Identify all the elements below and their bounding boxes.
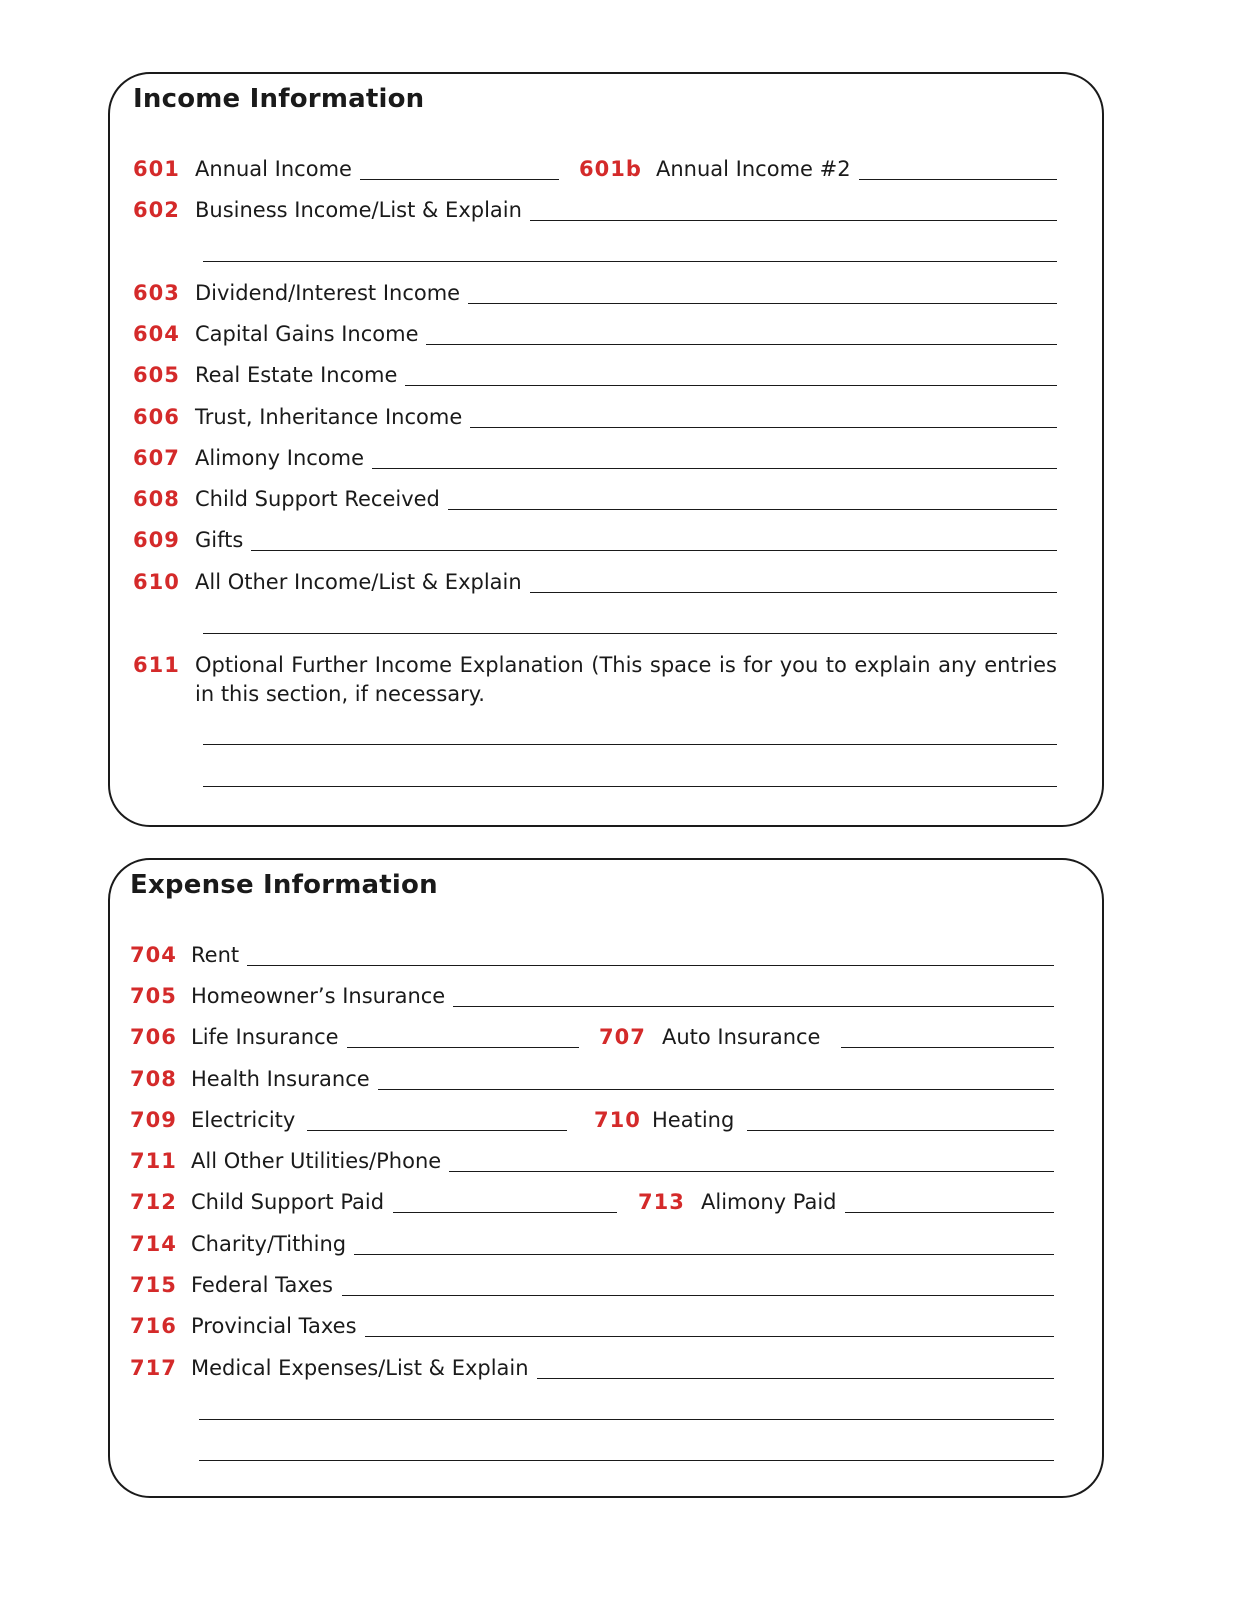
medical-expenses-field-line-3[interactable] — [199, 1460, 1054, 1461]
heating-label: Heating — [652, 1108, 735, 1132]
homeowners-insurance-label: Homeowner’s Insurance — [191, 984, 446, 1008]
field-number-713: 713 — [638, 1190, 685, 1214]
all-other-utilities-phone-field[interactable] — [449, 1171, 1054, 1172]
capital-gains-income-field[interactable] — [426, 344, 1057, 345]
rent-label: Rent — [191, 943, 240, 967]
auto-insurance-label: Auto Insurance — [662, 1025, 821, 1049]
dividend-interest-income-label: Dividend/Interest Income — [195, 281, 461, 305]
field-number-710: 710 — [594, 1108, 641, 1132]
rent-field[interactable] — [247, 965, 1054, 966]
annual-income-2-field[interactable] — [859, 179, 1057, 180]
child-support-received-field[interactable] — [448, 509, 1057, 510]
provincial-taxes-label: Provincial Taxes — [191, 1314, 357, 1338]
field-number-609: 609 — [133, 528, 180, 552]
all-other-utilities-phone-label: All Other Utilities/Phone — [191, 1149, 442, 1173]
field-number-605: 605 — [133, 363, 180, 387]
trust-inheritance-income-label: Trust, Inheritance Income — [195, 405, 463, 429]
all-other-income-label: All Other Income/List & Explain — [195, 570, 522, 594]
field-number-601: 601 — [133, 157, 180, 181]
capital-gains-income-label: Capital Gains Income — [195, 322, 419, 346]
health-insurance-label: Health Insurance — [191, 1067, 370, 1091]
field-number-717: 717 — [130, 1356, 177, 1380]
field-number-707: 707 — [599, 1025, 646, 1049]
child-support-paid-label: Child Support Paid — [191, 1190, 385, 1214]
expense-section-title: Expense Information — [130, 870, 438, 900]
field-number-607: 607 — [133, 446, 180, 470]
life-insurance-label: Life Insurance — [191, 1025, 339, 1049]
medical-expenses-label: Medical Expenses/List & Explain — [191, 1356, 529, 1380]
optional-income-explanation-text: Optional Further Income Explanation (This space is for you to explain any entries in this section, if necessary. — [195, 653, 1057, 706]
income-explanation-field-line-1[interactable] — [203, 744, 1057, 745]
field-number-712: 712 — [130, 1190, 177, 1214]
electricity-label: Electricity — [191, 1108, 296, 1132]
income-section-title: Income Information — [133, 84, 425, 114]
federal-taxes-label: Federal Taxes — [191, 1273, 333, 1297]
gifts-field[interactable] — [251, 550, 1057, 551]
field-number-709: 709 — [130, 1108, 177, 1132]
provincial-taxes-field[interactable] — [365, 1336, 1054, 1337]
field-number-602: 602 — [133, 198, 180, 222]
alimony-income-field[interactable] — [372, 468, 1057, 469]
electricity-field[interactable] — [307, 1130, 567, 1131]
field-number-601b: 601b — [579, 157, 642, 181]
annual-income-field[interactable] — [360, 179, 559, 180]
field-number-603: 603 — [133, 281, 180, 305]
annual-income-label: Annual Income — [195, 157, 352, 181]
child-support-paid-field[interactable] — [393, 1212, 617, 1213]
all-other-income-field-line-2[interactable] — [203, 633, 1057, 634]
field-number-611: 611 — [133, 653, 180, 677]
field-number-604: 604 — [133, 322, 180, 346]
health-insurance-field[interactable] — [378, 1089, 1054, 1090]
auto-insurance-field[interactable] — [841, 1047, 1054, 1048]
field-number-705: 705 — [130, 984, 177, 1008]
all-other-income-field[interactable] — [530, 592, 1057, 593]
field-number-706: 706 — [130, 1025, 177, 1049]
life-insurance-field[interactable] — [347, 1047, 579, 1048]
real-estate-income-field[interactable] — [405, 385, 1057, 386]
child-support-received-label: Child Support Received — [195, 487, 440, 511]
business-income-label: Business Income/List & Explain — [195, 198, 522, 222]
dividend-interest-income-field[interactable] — [468, 303, 1057, 304]
alimony-income-label: Alimony Income — [195, 446, 365, 470]
charity-tithing-label: Charity/Tithing — [191, 1232, 347, 1256]
heating-field[interactable] — [747, 1130, 1054, 1131]
annual-income-2-label: Annual Income #2 — [656, 157, 851, 181]
business-income-field[interactable] — [530, 220, 1057, 221]
field-number-704: 704 — [130, 943, 177, 967]
trust-inheritance-income-field[interactable] — [470, 427, 1057, 428]
field-number-608: 608 — [133, 487, 180, 511]
business-income-field-line-2[interactable] — [203, 261, 1057, 262]
field-number-606: 606 — [133, 405, 180, 429]
gifts-label: Gifts — [195, 528, 244, 552]
alimony-paid-field[interactable] — [845, 1212, 1054, 1213]
federal-taxes-field[interactable] — [342, 1295, 1054, 1296]
field-number-714: 714 — [130, 1232, 177, 1256]
income-explanation-field-line-2[interactable] — [203, 786, 1057, 787]
real-estate-income-label: Real Estate Income — [195, 363, 398, 387]
charity-tithing-field[interactable] — [354, 1254, 1054, 1255]
medical-expenses-field-line-2[interactable] — [199, 1419, 1054, 1420]
field-number-708: 708 — [130, 1067, 177, 1091]
alimony-paid-label: Alimony Paid — [701, 1190, 837, 1214]
homeowners-insurance-field[interactable] — [453, 1006, 1054, 1007]
field-number-716: 716 — [130, 1314, 177, 1338]
expense-information-panel — [108, 858, 1104, 1498]
field-number-715: 715 — [130, 1273, 177, 1297]
medical-expenses-field[interactable] — [537, 1378, 1054, 1379]
field-number-711: 711 — [130, 1149, 177, 1173]
field-number-610: 610 — [133, 570, 180, 594]
